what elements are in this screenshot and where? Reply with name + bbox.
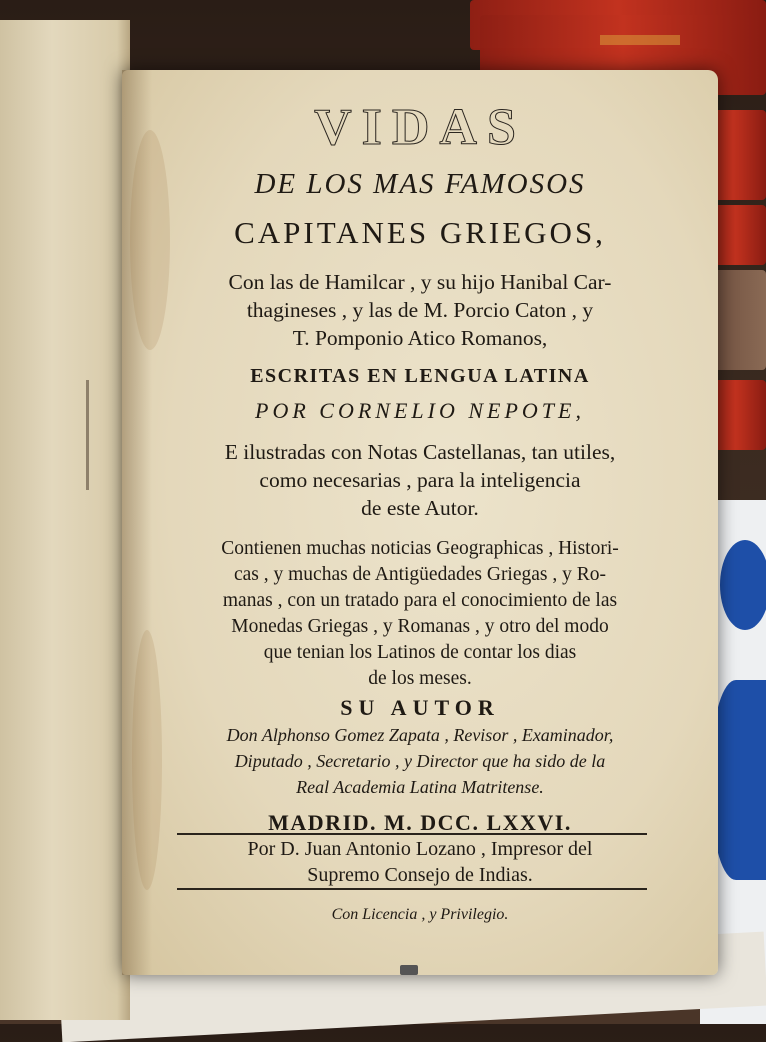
blue-print-shape: [712, 680, 766, 880]
left-blank-leaf: [0, 20, 130, 1020]
su-autor-heading: SU AUTOR: [340, 695, 500, 720]
contents-line: manas , con un tratado para el conocimiento de las: [222, 590, 618, 611]
imprint-place-date: MADRID. M. DCC. LXXVI.: [268, 810, 572, 835]
divider-rule: [177, 833, 647, 835]
editor-line: Don Alphonso Gomez Zapata , Revisor , Examinador,: [226, 725, 614, 745]
book-title: VIDAS: [314, 99, 526, 156]
contents-line: cas , y muchas de Antigüedades Griegas , y Ro-: [233, 564, 607, 585]
divider-rule: [177, 888, 647, 890]
page-tear: [400, 965, 418, 975]
notes-line: de este Autor.: [361, 496, 479, 520]
license-line: Con Licencia , y Privilegio.: [331, 906, 509, 923]
contents-line: de los meses.: [368, 668, 472, 689]
description-line: Con las de Hamilcar , y su hijo Hanibal Car-: [228, 270, 612, 294]
blue-print-shape: [720, 540, 766, 630]
subtitle-line-1: DE LOS MAS FAMOSOS: [254, 168, 586, 200]
description-line: T. Pomponio Atico Romanos,: [292, 326, 548, 350]
language-line: ESCRITAS EN LENGUA LATINA: [250, 365, 590, 387]
notes-line: E ilustradas con Notas Castellanas, tan utiles,: [224, 440, 616, 464]
editor-line: Real Academia Latina Matritense.: [296, 777, 544, 797]
contents-line: Monedas Griegas , y Romanas , y otro del modo: [231, 616, 609, 637]
printer-line: Supremo Consejo de Indias.: [307, 864, 533, 886]
notes-line: como necesarias , para la inteligencia: [259, 468, 581, 492]
title-page: [122, 70, 718, 975]
printer-line: Por D. Juan Antonio Lozano , Impresor del: [247, 838, 593, 860]
subtitle-line-2: CAPITANES GRIEGOS,: [234, 215, 606, 250]
leaf-stain: [86, 380, 89, 490]
description-line: thagineses , y las de M. Porcio Caton , y: [246, 298, 594, 322]
editor-line: Diputado , Secretario , y Director que ha sido de la: [234, 751, 606, 771]
book-gilding: [600, 35, 680, 45]
author-line: POR CORNELIO NEPOTE,: [255, 398, 585, 423]
contents-line: Contienen muchas noticias Geographicas , Histori-: [221, 538, 619, 559]
contents-line: que tenian los Latinos de contar los dias: [263, 642, 577, 663]
